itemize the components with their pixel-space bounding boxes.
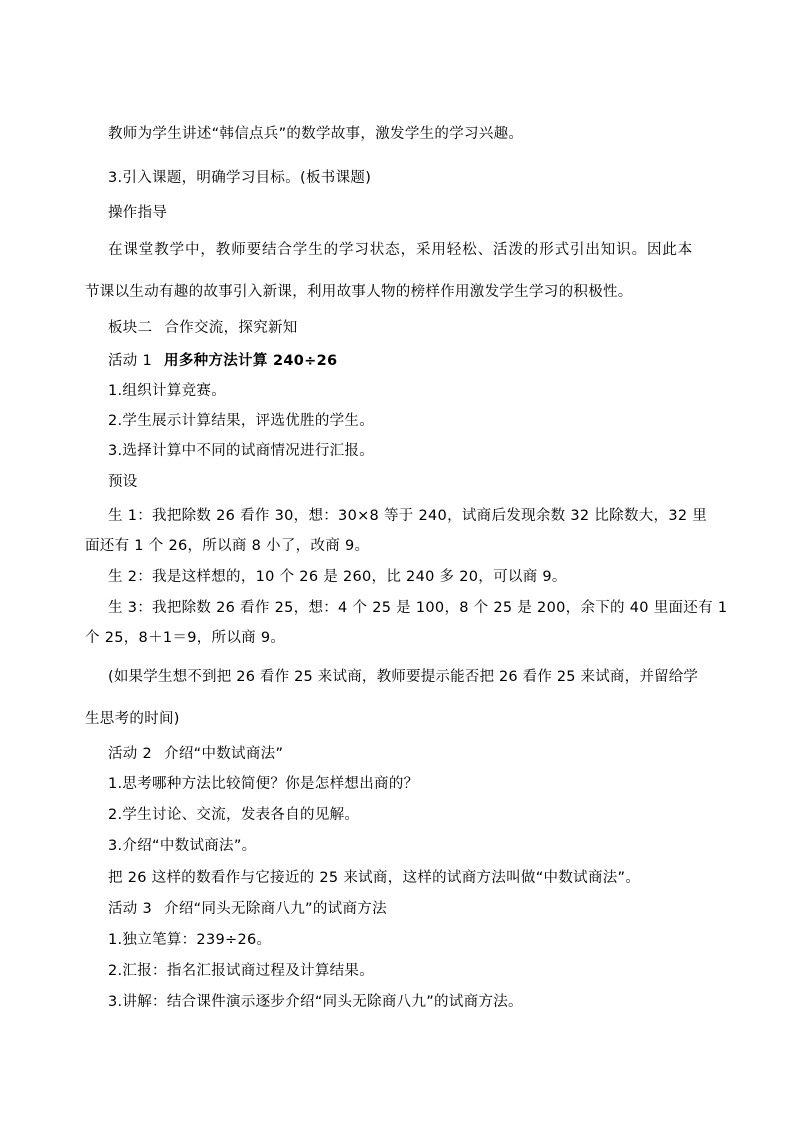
teacher-note-line-1: (如果学生想不到把 26 看作 25 来试商，教师要提示能否把 26 看作 25 来试商，并留给学 [108, 669, 699, 685]
story-line: 教师为学生讲述“韩信点兵”的数学故事，激发学生的学习兴趣。 [108, 126, 524, 142]
block-2-heading [108, 318, 298, 338]
activity-3-title: 介绍“同头无除商八九”的试商方法 [164, 901, 387, 917]
activity-3-label: 活动 3 [108, 901, 153, 917]
student-2-line: 生 2：我是这样想的，10 个 26 是 260，比 240 多 20，可以商 9。 [108, 569, 567, 585]
activity-3-heading [108, 899, 387, 919]
teacher-note-line-2: 生思考的时间) [85, 711, 180, 727]
guidance-heading: 操作指导 [108, 205, 168, 221]
activity-2-step-1: 1.思考哪种方法比较简便？你是怎样想出商的？ [108, 776, 419, 792]
activity-3-step-3: 3.讲解：结合课件演示逐步介绍“同头无除商八九”的试商方法。 [108, 994, 523, 1010]
student-1-line-2: 面还有 1 个 26，所以商 8 小了，改商 9。 [85, 538, 370, 554]
block-2-label: 板块二 [108, 320, 153, 336]
activity-3-step-1: 1.独立笔算：239÷26。 [108, 932, 272, 948]
activity-3-step-2: 2.汇报：指名汇报试商过程及计算结果。 [108, 963, 375, 979]
activity-2-step-2: 2.学生讨论、交流，发表各自的见解。 [108, 807, 360, 823]
activity-1-title: 用多种方法计算 240÷26 [164, 353, 338, 369]
activity-2-step-3: 3.介绍“中数试商法”。 [108, 838, 257, 854]
step-3-introduce-topic: 3.引入课题，明确学习目标。(板书课题) [108, 170, 372, 186]
activity-1-step-3: 3.选择计算中不同的试商情况进行汇报。 [108, 443, 375, 459]
activity-2-label: 活动 2 [108, 746, 153, 762]
activity-2-explanation: 把 26 这样的数看作与它接近的 25 来试商，这样的试商方法叫做“中数试商法”。 [108, 870, 641, 886]
activity-2-title: 介绍“中数试商法” [164, 746, 284, 762]
guidance-paragraph-line-2: 节课以生动有趣的故事引入新课，利用故事人物的榜样作用激发学生学习的积极性。 [85, 284, 633, 300]
guidance-paragraph-line-1: 在课堂教学中，教师要结合学生的学习状态，采用轻松、活泼的形式引出知识。因此本 [108, 242, 694, 258]
activity-1-step-2: 2.学生展示计算结果，评选优胜的学生。 [108, 413, 375, 429]
activity-2-heading [108, 744, 283, 764]
activity-1-heading [108, 351, 337, 371]
student-1-line-1: 生 1：我把除数 26 看作 30，想：30×8 等于 240，试商后发现余数 32 比除数大，32 里 [108, 508, 708, 524]
block-2-title: 合作交流，探究新知 [164, 320, 298, 336]
activity-1-label: 活动 1 [108, 353, 153, 369]
student-3-line-1: 生 3：我把除数 26 看作 25，想：4 个 25 是 100，8 个 25 是 200，余下的 40 里面还有 1 [108, 600, 728, 616]
student-3-line-2: 个 25，8＋1＝9，所以商 9。 [85, 630, 286, 646]
preset-heading: 预设 [108, 474, 138, 490]
activity-1-step-1: 1.组织计算竞赛。 [108, 383, 227, 399]
